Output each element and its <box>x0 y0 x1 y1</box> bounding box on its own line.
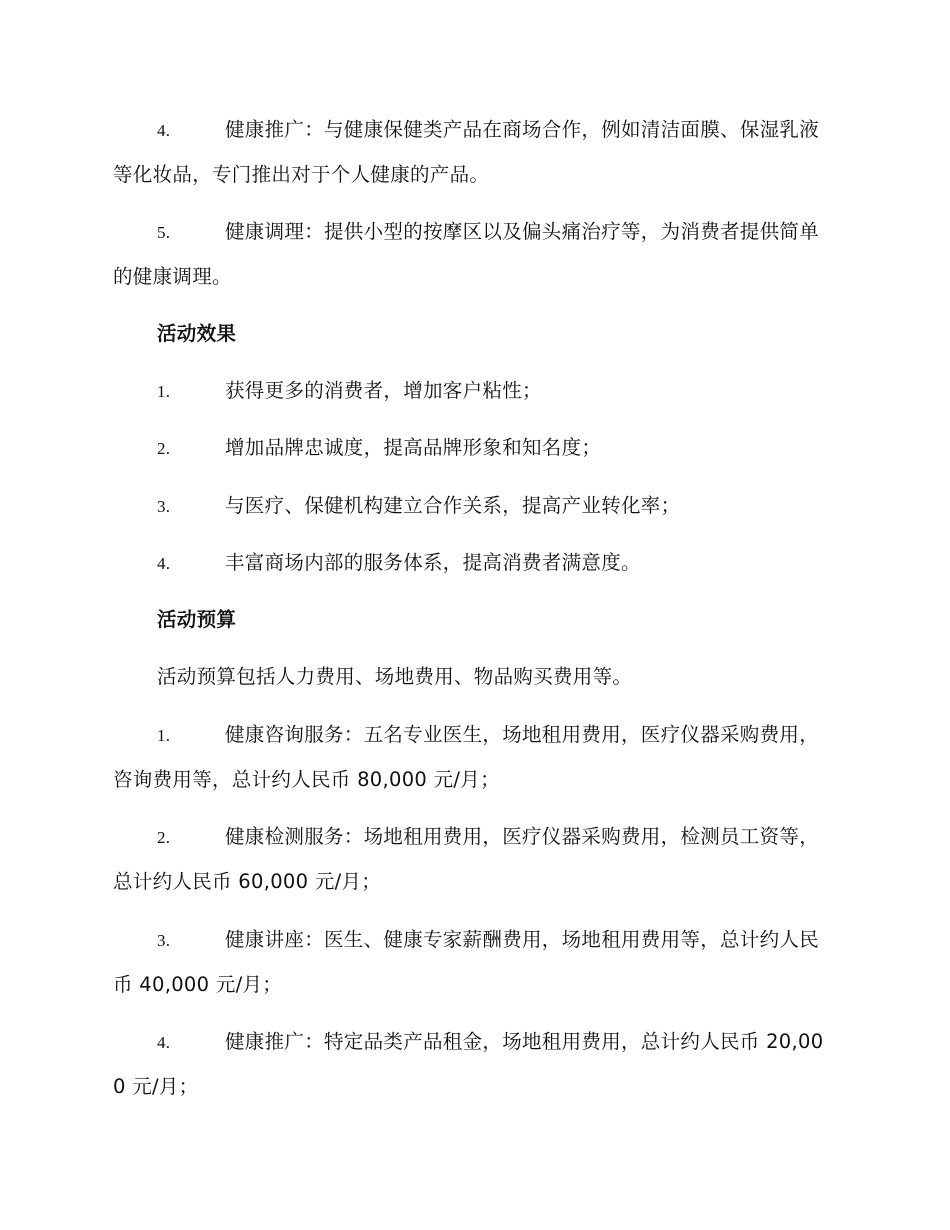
list-text: 健康调理：提供小型的按摩区以及偏头痛治疗等，为消费者提供简单的健康调理。 <box>113 220 820 288</box>
list-text: 健康推广：特定品类产品租金，场地租用费用，总计约人民币 20,000 元/月； <box>113 1030 824 1098</box>
list-item <box>113 1020 835 1109</box>
list-number: 1. <box>157 726 171 745</box>
list-item <box>113 918 835 1007</box>
budget-summary: 活动预算包括人力费用、场地费用、物品购买费用等。 <box>157 665 633 688</box>
list-item <box>113 426 835 471</box>
list-item <box>113 484 835 529</box>
list-text: 健康推广：与健康保健类产品在商场合作，例如清洁面膜、保湿乳液等化妆品，专门推出对于个人健康的产品。 <box>113 118 820 186</box>
list-item <box>113 108 835 197</box>
list-number: 2. <box>157 439 171 458</box>
list-number: 4. <box>157 554 171 573</box>
list-item <box>113 369 835 414</box>
list-number: 1. <box>157 382 171 401</box>
list-item <box>113 815 835 904</box>
section-heading-effects: 活动效果 <box>157 322 237 345</box>
list-number: 5. <box>157 223 171 242</box>
list-text: 健康检测服务：场地租用费用，医疗仪器采购费用，检测员工资等，总计约人民币 60,000 元/月； <box>113 825 820 893</box>
list-number: 4. <box>157 121 171 140</box>
list-text: 获得更多的消费者，增加客户粘性； <box>225 379 542 402</box>
list-number: 3. <box>157 497 171 516</box>
list-number: 3. <box>157 931 171 950</box>
section-heading-budget: 活动预算 <box>157 608 237 631</box>
list-text: 丰富商场内部的服务体系，提高消费者满意度。 <box>225 551 641 574</box>
list-item <box>113 210 835 299</box>
list-item <box>113 541 835 586</box>
list-text: 健康咨询服务：五名专业医生，场地租用费用，医疗仪器采购费用，咨询费用等，总计约人民币 80,000 元/月； <box>113 723 820 791</box>
list-number: 4. <box>157 1033 171 1052</box>
list-number: 2. <box>157 828 171 847</box>
list-text: 增加品牌忠诚度，提高品牌形象和知名度； <box>225 436 602 459</box>
list-text: 健康讲座：医生、健康专家薪酬费用，场地租用费用等，总计约人民币 40,000 元/月； <box>113 928 820 996</box>
list-item <box>113 713 835 802</box>
list-text: 与医疗、保健机构建立合作关系，提高产业转化率； <box>225 494 681 517</box>
